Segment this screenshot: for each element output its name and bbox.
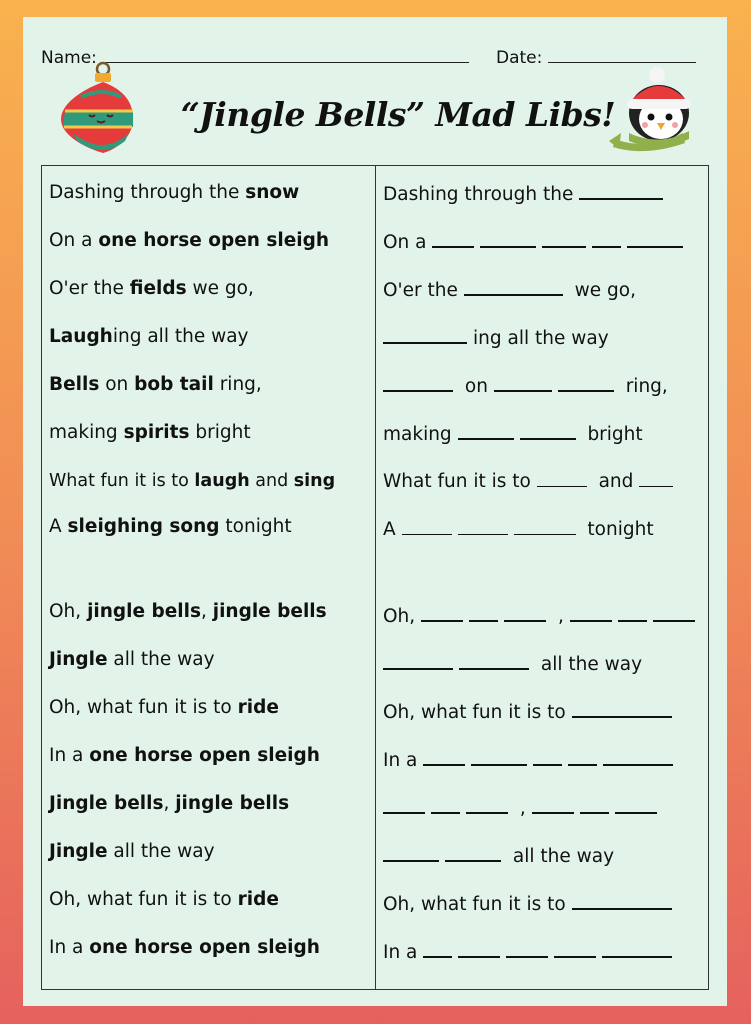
fill-in-blank[interactable]	[458, 517, 508, 535]
highlighted-word: spirits	[123, 422, 190, 443]
highlighted-word: ride	[237, 697, 279, 718]
madlib-text: In a	[383, 750, 424, 771]
madlib-line	[383, 325, 609, 351]
fill-in-blank[interactable]	[570, 603, 612, 622]
original-lyric-line	[49, 744, 320, 768]
highlighted-word: sing	[293, 471, 336, 491]
fill-in-blank[interactable]	[627, 229, 683, 248]
original-lyric-line	[49, 936, 320, 960]
highlighted-word: one horse open sleigh	[89, 745, 320, 766]
fill-in-blank[interactable]	[580, 795, 609, 814]
fill-in-blank[interactable]	[469, 603, 498, 622]
lyric-text: making	[49, 422, 124, 443]
madlib-line	[383, 795, 663, 821]
name-line[interactable]	[103, 48, 469, 63]
fill-in-blank[interactable]	[423, 747, 465, 766]
fill-in-blank[interactable]	[466, 795, 508, 814]
madlib-line	[383, 421, 643, 447]
lyric-text: O'er the	[49, 278, 130, 299]
fill-in-blank[interactable]	[579, 181, 663, 200]
madlib-text: ,	[514, 798, 532, 819]
lyric-text: On a	[49, 230, 99, 251]
fill-in-blank[interactable]	[459, 651, 529, 670]
fill-in-blank[interactable]	[572, 699, 672, 718]
original-lyric-line	[49, 373, 262, 397]
lyric-text: tonight	[219, 516, 292, 537]
madlib-line	[383, 229, 689, 255]
original-lyric-line	[49, 421, 251, 445]
lyric-text: ring,	[213, 374, 262, 395]
worksheet	[23, 17, 727, 1006]
fill-in-blank[interactable]	[458, 421, 514, 440]
lyric-text: and	[249, 471, 294, 491]
madlib-text: Oh, what fun it is to	[383, 894, 572, 915]
highlighted-word: jingle bells	[175, 793, 290, 814]
lyric-text: we go,	[186, 278, 254, 299]
lyric-text: ing all the way	[112, 326, 249, 347]
madlib-line	[383, 181, 669, 207]
fill-in-blank[interactable]	[592, 229, 621, 248]
madlib-line	[383, 373, 668, 399]
highlighted-word: Bells	[49, 374, 100, 395]
fill-in-blank[interactable]	[432, 229, 474, 248]
fill-in-blank[interactable]	[532, 795, 574, 814]
madlib-line	[383, 603, 701, 629]
fill-in-blank[interactable]	[431, 795, 460, 814]
fill-in-blank[interactable]	[572, 891, 672, 910]
madlib-line	[383, 517, 654, 542]
fill-in-blank[interactable]	[554, 939, 596, 958]
madlib-line	[383, 699, 678, 725]
highlighted-word: laugh	[194, 471, 250, 491]
date-line[interactable]	[548, 48, 696, 63]
lyric-text: What fun it is to	[49, 471, 195, 491]
original-lyric-line	[49, 792, 289, 816]
highlighted-word: Jingle bells	[49, 793, 164, 814]
madlib-text: bright	[581, 424, 643, 445]
fill-in-blank[interactable]	[537, 469, 587, 487]
fill-in-blank[interactable]	[480, 229, 536, 248]
fill-in-blank[interactable]	[423, 939, 452, 958]
fill-in-blank[interactable]	[383, 795, 425, 814]
fill-in-blank[interactable]	[383, 325, 467, 344]
christmas-ornament-icon	[59, 61, 135, 157]
madlib-line	[383, 747, 679, 773]
highlighted-word: jingle bells	[87, 601, 201, 622]
lyric-text: A	[49, 516, 68, 537]
fill-in-blank[interactable]	[506, 939, 548, 958]
fill-in-blank[interactable]	[383, 651, 453, 670]
highlighted-word: fields	[129, 278, 187, 299]
madlib-text: making	[383, 424, 458, 445]
madlib-text: ring,	[619, 376, 668, 397]
fill-in-blank[interactable]	[445, 843, 501, 862]
original-lyric-line	[49, 888, 279, 912]
fill-in-blank[interactable]	[618, 603, 647, 622]
highlighted-word: snow	[245, 182, 300, 203]
fill-in-blank[interactable]	[494, 373, 552, 392]
original-lyric-line	[49, 515, 292, 539]
original-lyric-line	[49, 648, 215, 672]
highlighted-word: one horse open sleigh	[89, 937, 320, 958]
madlib-line	[383, 651, 642, 677]
lyric-text: In a	[49, 937, 90, 958]
fill-in-blank[interactable]	[504, 603, 546, 622]
highlighted-word: Jingle	[49, 841, 108, 862]
madlib-text: all the way	[507, 846, 615, 867]
lyric-text: Dashing through the	[49, 182, 246, 203]
highlighted-word: Laugh	[49, 326, 113, 347]
original-lyric-line	[49, 840, 215, 864]
madlib-line	[383, 277, 636, 303]
fill-in-blank[interactable]	[464, 277, 563, 296]
column-divider	[375, 166, 376, 989]
lyric-text: on	[99, 374, 135, 395]
lyric-text: Oh, what fun it is to	[49, 697, 238, 718]
fill-in-blank[interactable]	[615, 795, 657, 814]
lyric-text: bright	[189, 422, 251, 443]
highlighted-word: ride	[237, 889, 279, 910]
madlib-text: tonight	[581, 519, 654, 540]
lyric-text: all the way	[107, 649, 215, 670]
madlib-text: all the way	[535, 654, 643, 675]
fill-in-blank[interactable]	[558, 373, 614, 392]
madlib-text: What fun it is to	[383, 471, 537, 492]
fill-in-blank[interactable]	[639, 469, 673, 487]
fill-in-blank[interactable]	[458, 939, 500, 958]
madlib-text: In a	[383, 942, 424, 963]
original-lyric-line	[49, 181, 299, 205]
madlib-line	[383, 469, 679, 494]
fill-in-blank[interactable]	[603, 747, 673, 766]
fill-in-blank[interactable]	[520, 421, 576, 440]
fill-in-blank[interactable]	[514, 517, 576, 535]
page-title: “Jingle Bells” Mad Libs!	[180, 95, 616, 134]
lyric-text: Oh, what fun it is to	[49, 889, 238, 910]
fill-in-blank[interactable]	[653, 603, 695, 622]
fill-in-blank[interactable]	[383, 373, 453, 392]
madlib-text: ,	[552, 606, 570, 627]
madlib-text: Oh,	[383, 606, 422, 627]
name-label: Name:	[41, 48, 97, 68]
lyrics-table	[41, 165, 709, 990]
fill-in-blank[interactable]	[421, 603, 463, 622]
lyric-text: ,	[200, 601, 213, 622]
madlib-line	[383, 939, 678, 965]
madlib-line	[383, 891, 678, 917]
madlib-line	[383, 843, 614, 869]
fill-in-blank[interactable]	[568, 747, 597, 766]
highlighted-word: jingle bells	[212, 601, 327, 622]
madlib-text: A	[383, 519, 402, 540]
fill-in-blank[interactable]	[471, 747, 527, 766]
original-lyric-line	[49, 277, 254, 301]
madlib-text: O'er the	[383, 280, 464, 301]
fill-in-blank[interactable]	[402, 517, 452, 535]
lyric-text: all the way	[107, 841, 215, 862]
lyric-text: In a	[49, 745, 90, 766]
original-lyric-line	[49, 325, 249, 349]
madlib-text: On a	[383, 232, 433, 253]
highlighted-word: one horse open sleigh	[98, 230, 330, 251]
date-label: Date:	[496, 48, 543, 68]
original-lyric-line	[49, 469, 335, 493]
original-lyric-line	[49, 696, 279, 720]
original-lyric-line	[49, 229, 329, 253]
highlighted-word: bob tail	[134, 374, 214, 395]
original-lyric-line	[49, 600, 327, 624]
highlighted-word: Jingle	[49, 649, 108, 670]
madlib-text: Dashing through the	[383, 184, 580, 205]
madlib-text: on	[459, 376, 494, 397]
madlib-text: we go,	[568, 280, 636, 301]
penguin-icon	[605, 63, 697, 153]
highlighted-word: sleighing song	[67, 516, 220, 537]
fill-in-blank[interactable]	[602, 939, 672, 958]
madlib-text: and	[592, 471, 640, 492]
lyric-text: Oh,	[49, 601, 88, 622]
fill-in-blank[interactable]	[542, 229, 586, 248]
lyric-text: ,	[163, 793, 176, 814]
fill-in-blank[interactable]	[383, 843, 439, 862]
madlib-text: Oh, what fun it is to	[383, 702, 572, 723]
madlib-text: ing all the way	[473, 328, 609, 349]
fill-in-blank[interactable]	[533, 747, 562, 766]
